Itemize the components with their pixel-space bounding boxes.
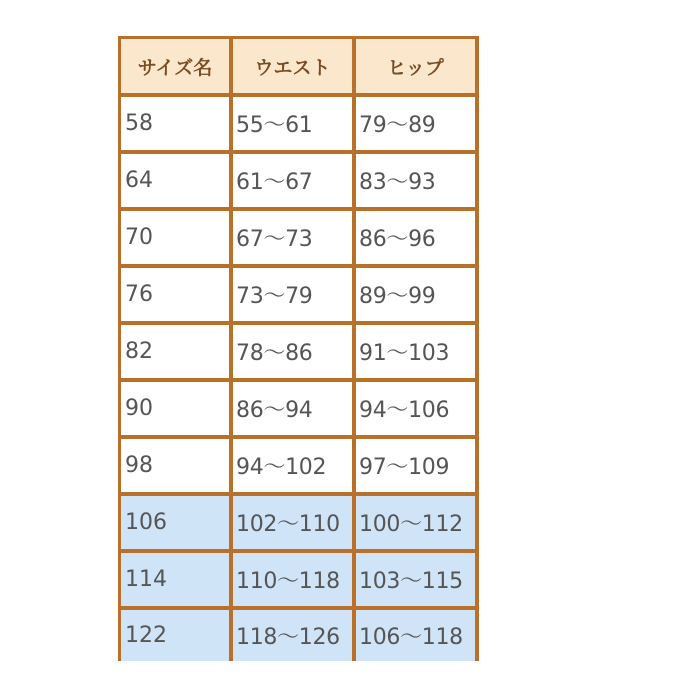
cell-waist: 73～79: [233, 268, 352, 321]
table-row: [118, 154, 479, 207]
cell-waist: 94～102: [233, 439, 352, 492]
cell-hip: 86～96: [356, 211, 475, 264]
header-waist: ウエスト: [233, 39, 352, 93]
table-row: [118, 325, 479, 378]
cell-hip: 83～93: [356, 154, 475, 207]
cell-hip: 89～99: [356, 268, 475, 321]
cell-hip: 103～115: [356, 553, 475, 606]
header-size-name: サイズ名: [121, 39, 229, 93]
cell-waist: 86～94: [233, 382, 352, 435]
cell-size: 90: [121, 382, 229, 435]
cell-waist: 61～67: [233, 154, 352, 207]
table-row: [118, 382, 479, 435]
cell-waist: 102～110: [233, 496, 352, 549]
cell-hip: 79～89: [356, 97, 475, 150]
cell-size: 82: [121, 325, 229, 378]
cell-hip: 91～103: [356, 325, 475, 378]
cell-size: 76: [121, 268, 229, 321]
cell-size: 114: [121, 553, 229, 606]
cell-size: 64: [121, 154, 229, 207]
table-header-row: [118, 39, 479, 93]
cell-hip: 100～112: [356, 496, 475, 549]
cell-hip: 97～109: [356, 439, 475, 492]
header-hip: ヒップ: [356, 39, 475, 93]
table-row: [118, 553, 479, 606]
table-row: [118, 268, 479, 321]
table-row: [118, 439, 479, 492]
table-row: [118, 211, 479, 264]
table-row: [118, 610, 479, 661]
cell-size: 70: [121, 211, 229, 264]
cell-waist: 110～118: [233, 553, 352, 606]
cell-waist: 78～86: [233, 325, 352, 378]
size-table: [118, 36, 479, 661]
cell-waist: 55～61: [233, 97, 352, 150]
cell-hip: 106～118: [356, 610, 475, 661]
cell-size: 98: [121, 439, 229, 492]
cell-waist: 118～126: [233, 610, 352, 661]
cell-size: 122: [121, 610, 229, 661]
cell-size: 106: [121, 496, 229, 549]
table-row: [118, 496, 479, 549]
cell-waist: 67～73: [233, 211, 352, 264]
cell-hip: 94～106: [356, 382, 475, 435]
table-row: [118, 97, 479, 150]
cell-size: 58: [121, 97, 229, 150]
